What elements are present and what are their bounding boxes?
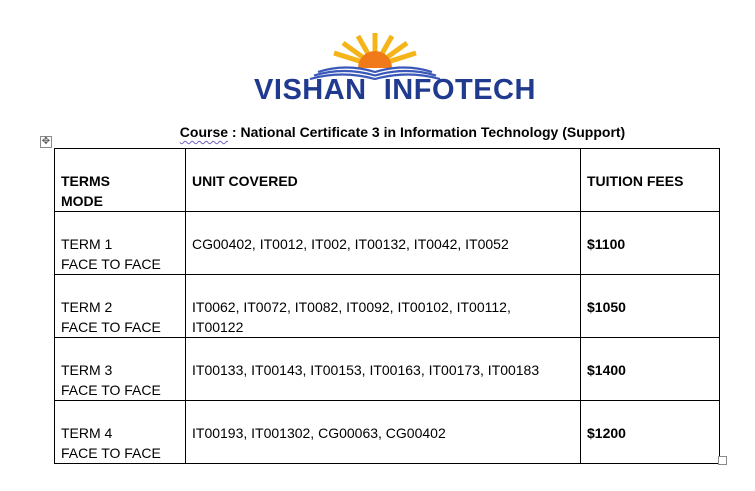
term-label: TERM 2	[61, 299, 113, 315]
table-header-row	[55, 149, 720, 212]
term-cell	[55, 275, 186, 338]
mode-label: FACE TO FACE	[61, 256, 161, 272]
fee-cell: $1100	[581, 212, 720, 275]
fee-cell: $1200	[581, 401, 720, 464]
term-cell	[55, 338, 186, 401]
term-cell	[55, 212, 186, 275]
mode-label: FACE TO FACE	[61, 382, 161, 398]
units-cell	[186, 212, 581, 275]
mode-label: FACE TO FACE	[61, 445, 161, 461]
table-row	[55, 212, 720, 275]
term-label: TERM 4	[61, 425, 113, 441]
table-row	[55, 275, 720, 338]
course-title	[0, 124, 755, 140]
units-text: IT00133, IT00143, IT00153, IT00163, IT00173, IT00183	[192, 362, 540, 378]
units-text: IT0062, IT0072, IT0082, IT0092, IT00102, IT00112,	[192, 299, 511, 315]
header-terms-mode	[55, 149, 186, 212]
course-label: Course	[179, 124, 229, 140]
move-cross-icon[interactable]: ✥	[41, 136, 51, 147]
table-row	[55, 338, 720, 401]
header-tuition-fees: TUITION FEES	[581, 149, 720, 212]
company-name: VISHAN INFOTECH	[254, 74, 536, 106]
term-label: TERM 3	[61, 362, 113, 378]
units-text-continued: IT00122	[192, 319, 244, 335]
mode-label: FACE TO FACE	[61, 319, 161, 335]
resize-square-icon[interactable]	[718, 456, 727, 465]
fee-cell: $1400	[581, 338, 720, 401]
table-row	[55, 401, 720, 464]
rising-sun-book-logo	[300, 30, 450, 80]
fee-cell: $1050	[581, 275, 720, 338]
units-cell	[186, 401, 581, 464]
units-cell	[186, 275, 581, 338]
units-text: IT00193, IT001302, CG00063, CG00402	[192, 425, 446, 441]
header-terms: TERMS	[61, 173, 110, 189]
units-text: CG00402, IT0012, IT002, IT00132, IT0042, IT0052	[192, 236, 509, 252]
term-cell	[55, 401, 186, 464]
term-label: TERM 1	[61, 236, 113, 252]
course-name: : National Certificate 3 in Information Technology (Support)	[228, 124, 626, 140]
units-cell	[186, 338, 581, 401]
header-unit-covered: UNIT COVERED	[186, 149, 581, 212]
tuition-fees-table	[54, 148, 720, 464]
sun-icon	[358, 51, 392, 68]
header-mode: MODE	[61, 193, 103, 209]
